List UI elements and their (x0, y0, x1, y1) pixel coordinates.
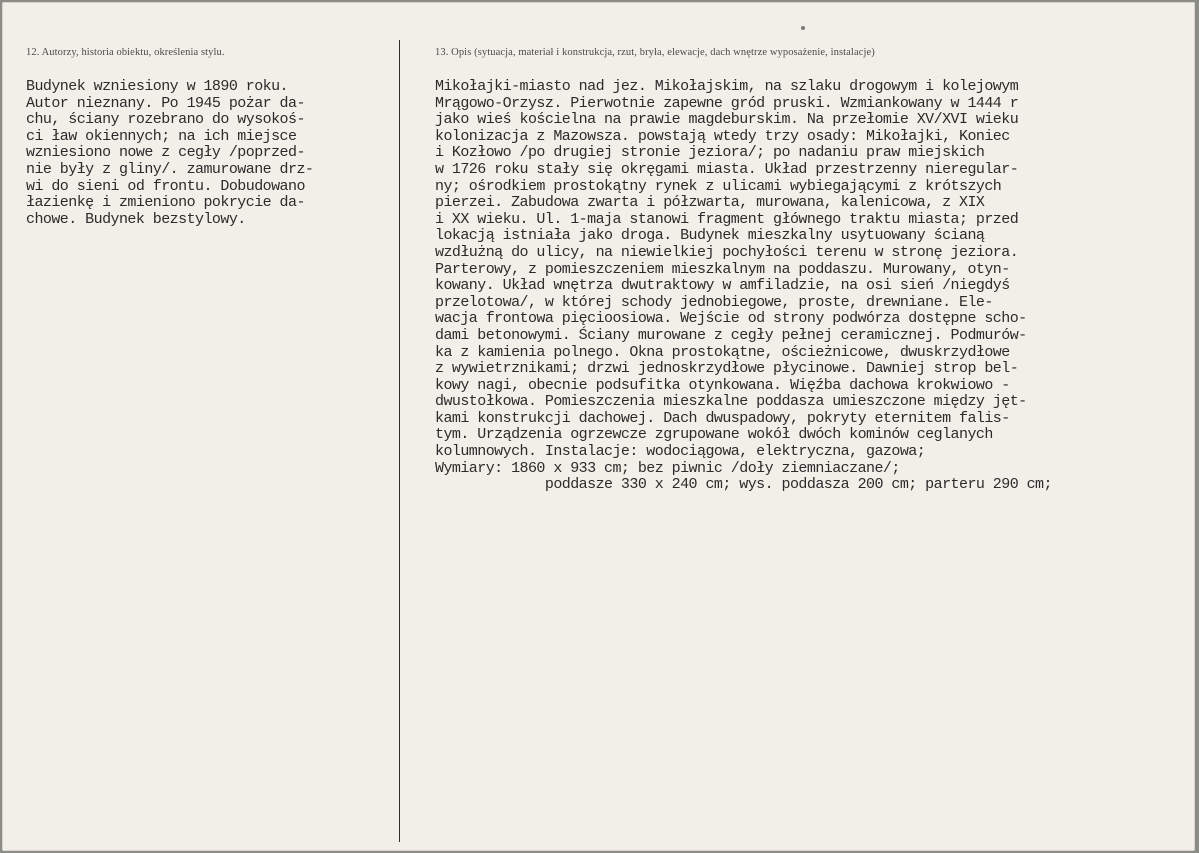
section-13-heading: 13. Opis (sytuacja, materiał i konstrukcja, rzut, bryła, elewacje, dach wnętrze wyposażenie, instalacje) (435, 47, 875, 58)
text-line: i XX wieku. Ul. 1-maja stanowi fragment głównego traktu miasta; przed (435, 210, 1019, 228)
text-line: Mrągowo-Orzysz. Pierwotnie zapewne gród pruski. Wzmiankowany w 1444 r (435, 94, 1019, 112)
text-line: Parterowy, z pomieszczeniem mieszkalnym na poddaszu. Murowany, otyn- (435, 260, 1010, 278)
text-line: tym. Urządzenia ogrzewcze zgrupowane wokół dwóch kominów ceglanych (435, 426, 993, 444)
text-line: kowy nagi, obecnie podsufitka otynkowana. Więźba dachowa krokwiowo - (435, 376, 1010, 394)
text-line: chu, ściany rozebrano do wysokoś- (26, 111, 305, 129)
text-line: ka z kamienia polnego. Okna prostokątne, ościeżnicowe, dwuskrzydłowe (435, 343, 1010, 361)
text-line: wzdłużną do ulicy, na niewielkiej pochyłości terenu w stronę jeziora. (435, 243, 1019, 261)
text-line: przelotowa/, w której schody jednobiegowe, proste, drewniane. Ele- (435, 293, 993, 311)
text-line: z wywietrznikami; drzwi jednoskrzydłowe płycinowe. Dawniej strop bel- (435, 360, 1019, 378)
text-line: i Kozłowo /po drugiej stronie jeziora/; po nadaniu praw miejskich (435, 144, 985, 162)
text-line: wacja frontowa pięcioosiowa. Wejście od strony podwórza dostępne scho- (435, 310, 1027, 328)
text-line: dwustołkowa. Pomieszczenia mieszkalne poddasza umieszczone między jęt- (435, 393, 1027, 411)
text-line: ci ław okiennych; na ich miejsce (26, 127, 297, 145)
text-line: Budynek wzniesiony w 1890 roku. (26, 78, 288, 95)
text-line: chowe. Budynek bezstylowy. (26, 210, 246, 228)
text-line: Wymiary: 1860 x 933 cm; bez piwnic /doły ziemniaczane/; (435, 459, 900, 477)
text-line: wi do sieni od frontu. Dobudowano (26, 177, 305, 195)
record-card (2, 2, 1195, 851)
text-line: lokacją istniała jako droga. Budynek mieszkalny usytuowany ścianą (435, 227, 985, 245)
section-12-heading: 12. Autorzy, historia obiektu, określenia stylu. (26, 47, 225, 58)
text-line: kolonizacja z Mazowsza. powstają wtedy trzy osady: Mikołajki, Koniec (435, 127, 1010, 145)
text-line: poddasze 330 x 240 cm; wys. poddasza 200 cm; parteru 290 cm; (435, 476, 1052, 494)
text-line: Autor nieznany. Po 1945 pożar da- (26, 94, 305, 112)
text-line: w 1726 roku stały się okręgami miasta. Układ przestrzenny nieregular- (435, 160, 1019, 178)
section-12-text (26, 79, 313, 228)
text-line: dami betonowymi. Ściany murowane z cegły pełnej ceramicznej. Podmurów- (435, 326, 1027, 344)
text-line: jako wieś kościelna na prawie magdeburskim. Na przełomie XV/XVI wieku (435, 111, 1019, 129)
section-13-text (435, 79, 1052, 494)
paper-mark (801, 26, 805, 30)
text-line: wzniesiono nowe z cegły /poprzed- (26, 144, 305, 162)
text-line: łazienkę i zmieniono pokrycie da- (26, 194, 305, 212)
text-line: kowany. Układ wnętrza dwutraktowy w amfiladzie, na osi sień /niegdyś (435, 277, 1010, 295)
text-line: Mikołajki-miasto nad jez. Mikołajskim, na szlaku drogowym i kolejowym (435, 78, 1019, 95)
text-line: nie były z gliny/. zamurowane drz- (26, 160, 314, 178)
text-line: kami konstrukcji dachowej. Dach dwuspadowy, pokryty eternitem falis- (435, 409, 1010, 427)
text-line: kolumnowych. Instalacje: wodociągowa, elektryczna, gazowa; (435, 443, 926, 461)
text-line: ny; ośrodkiem prostokątny rynek z ulicami wybiegającymi z krótszych (435, 177, 1002, 195)
text-line: pierzei. Zabudowa zwarta i półzwarta, murowana, kalenicowa, z XIX (435, 194, 985, 212)
column-divider (399, 40, 400, 842)
